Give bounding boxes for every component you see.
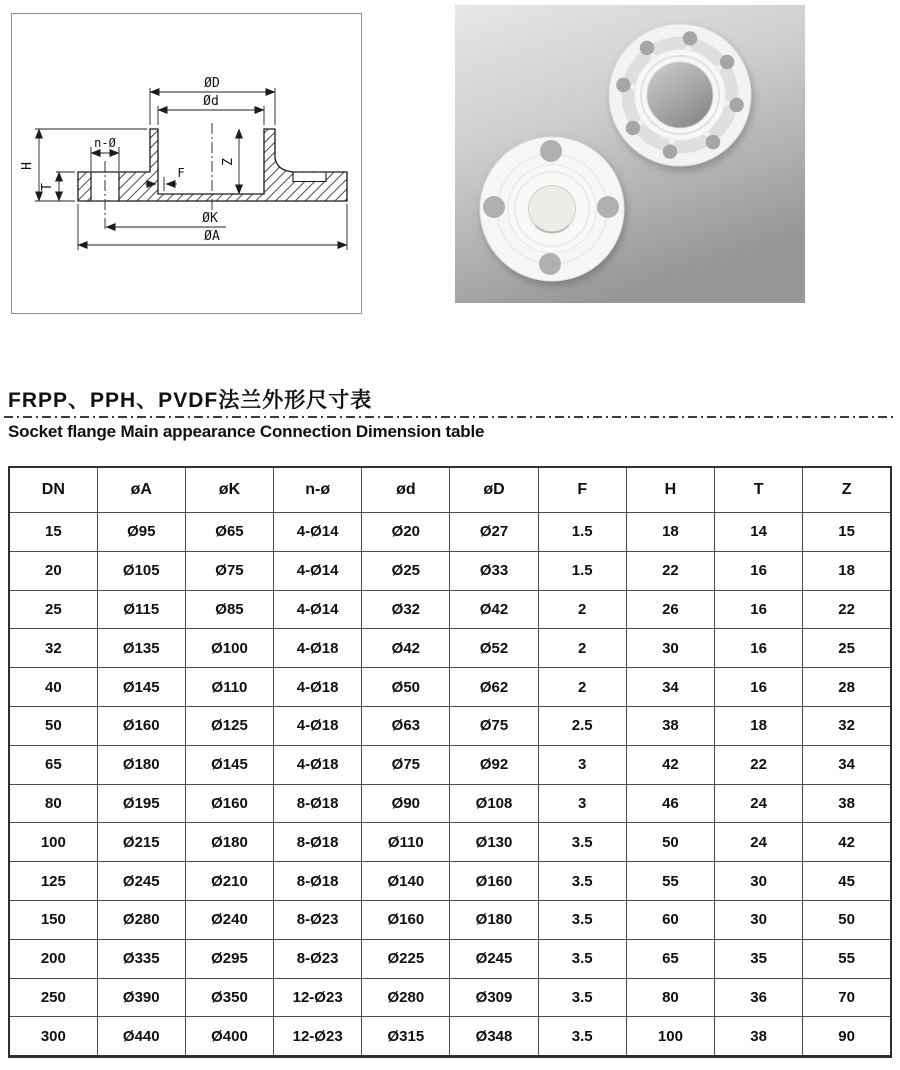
table-cell: Ø215 [97, 823, 185, 862]
table-cell: Ø350 [185, 978, 273, 1017]
table-cell: 2.5 [538, 706, 626, 745]
table-cell: 22 [626, 551, 714, 590]
table-row [9, 823, 891, 862]
table-cell: 40 [9, 668, 97, 707]
table-cell: Ø65 [185, 513, 273, 552]
table-cell: Ø145 [185, 745, 273, 784]
table-cell: 65 [9, 745, 97, 784]
table-cell: 24 [715, 823, 803, 862]
column-header-0: DN [9, 467, 97, 513]
table-cell: 16 [715, 668, 803, 707]
table-cell: 28 [803, 668, 891, 707]
table-cell: Ø315 [362, 1017, 450, 1057]
table-cell: Ø348 [450, 1017, 538, 1057]
table-cell: Ø160 [97, 706, 185, 745]
table-cell: 3.5 [538, 1017, 626, 1057]
table-cell: 4-Ø18 [274, 706, 362, 745]
column-header-1: øA [97, 467, 185, 513]
table-cell: Ø180 [450, 900, 538, 939]
table-cell: 14 [715, 513, 803, 552]
table-cell: 22 [803, 590, 891, 629]
table-row [9, 1017, 891, 1057]
column-header-3: n-ø [274, 467, 362, 513]
table-row [9, 513, 891, 552]
dim-label-T: T [40, 183, 55, 191]
column-header-2: øK [185, 467, 273, 513]
table-cell: 25 [803, 629, 891, 668]
table-cell: Ø25 [362, 551, 450, 590]
table-cell: 34 [626, 668, 714, 707]
table-cell: Ø195 [97, 784, 185, 823]
table-cell: Ø309 [450, 978, 538, 1017]
table-cell: Ø42 [362, 629, 450, 668]
table-cell: 46 [626, 784, 714, 823]
dim-label-n-holes: n-Ø [94, 136, 116, 150]
table-cell: 22 [715, 745, 803, 784]
table-cell: Ø32 [362, 590, 450, 629]
table-cell: 55 [626, 862, 714, 901]
table-row [9, 551, 891, 590]
table-cell: Ø180 [185, 823, 273, 862]
table-cell: 60 [626, 900, 714, 939]
table-cell: Ø63 [362, 706, 450, 745]
dim-label-F: F [177, 166, 185, 180]
table-cell: 20 [9, 551, 97, 590]
table-cell: Ø210 [185, 862, 273, 901]
table-cell: 4-Ø18 [274, 668, 362, 707]
table-cell: Ø280 [362, 978, 450, 1017]
table-cell: 8-Ø23 [274, 939, 362, 978]
table-cell: 3.5 [538, 939, 626, 978]
table-cell: 80 [626, 978, 714, 1017]
table-cell: 2 [538, 629, 626, 668]
table-cell: 38 [803, 784, 891, 823]
table-cell: 12-Ø23 [274, 1017, 362, 1057]
page-title-en: Socket flange Main appearance Connection Dimension table [8, 422, 485, 441]
table-cell: Ø105 [97, 551, 185, 590]
table-cell: 1.5 [538, 513, 626, 552]
dim-label-H: H [20, 162, 35, 170]
photo-flange-ring [609, 24, 751, 166]
table-cell: 45 [803, 862, 891, 901]
table-cell: 30 [715, 862, 803, 901]
table-cell: Ø335 [97, 939, 185, 978]
dim-label-OK: ØK [202, 211, 218, 226]
table-cell: 26 [626, 590, 714, 629]
table-cell: 38 [715, 1017, 803, 1057]
table-cell: 3.5 [538, 862, 626, 901]
column-header-8: T [715, 467, 803, 513]
dim-label-OA: ØA [204, 229, 220, 244]
table-body [9, 513, 891, 1057]
table-cell: 100 [9, 823, 97, 862]
column-header-9: Z [803, 467, 891, 513]
table-cell: Ø160 [185, 784, 273, 823]
table-cell: 4-Ø14 [274, 513, 362, 552]
table-cell: 12-Ø23 [274, 978, 362, 1017]
table-cell: 8-Ø18 [274, 784, 362, 823]
table-cell: Ø95 [97, 513, 185, 552]
table-cell: Ø75 [185, 551, 273, 590]
table-cell: 42 [803, 823, 891, 862]
right-plate-notch [293, 173, 326, 182]
table-cell: Ø100 [185, 629, 273, 668]
table-cell: 3 [538, 745, 626, 784]
table-cell: Ø50 [362, 668, 450, 707]
table-cell: 2 [538, 668, 626, 707]
table-row [9, 590, 891, 629]
dim-label-OD: ØD [204, 76, 220, 91]
table-cell: 4-Ø14 [274, 551, 362, 590]
table-cell: 4-Ø14 [274, 590, 362, 629]
table-cell: 16 [715, 629, 803, 668]
table-cell: 90 [803, 1017, 891, 1057]
photo-svg [455, 5, 805, 303]
table-cell: Ø33 [450, 551, 538, 590]
table-cell: Ø225 [362, 939, 450, 978]
table-cell: Ø75 [450, 706, 538, 745]
table-cell: Ø240 [185, 900, 273, 939]
table-cell: Ø125 [185, 706, 273, 745]
dim-label-Z: Z [221, 158, 236, 166]
table-cell: 100 [626, 1017, 714, 1057]
column-header-5: øD [450, 467, 538, 513]
table-cell: 36 [715, 978, 803, 1017]
table-cell: 4-Ø18 [274, 745, 362, 784]
table-row [9, 978, 891, 1017]
title-divider [4, 416, 896, 418]
table-header-row [9, 467, 891, 513]
table-cell: Ø160 [362, 900, 450, 939]
table-row [9, 900, 891, 939]
table-cell: 18 [626, 513, 714, 552]
table-cell: Ø85 [185, 590, 273, 629]
table-row [9, 668, 891, 707]
table-cell: 250 [9, 978, 97, 1017]
table-cell: 70 [803, 978, 891, 1017]
table-cell: 1.5 [538, 551, 626, 590]
flange-product-photo [455, 5, 805, 303]
table-cell: 38 [626, 706, 714, 745]
table-cell: 2 [538, 590, 626, 629]
table-cell: 32 [9, 629, 97, 668]
table-cell: Ø75 [362, 745, 450, 784]
table-cell: 34 [803, 745, 891, 784]
table-cell: Ø42 [450, 590, 538, 629]
table-cell: 16 [715, 551, 803, 590]
table-cell: Ø130 [450, 823, 538, 862]
table-cell: Ø110 [362, 823, 450, 862]
table-cell: Ø62 [450, 668, 538, 707]
table-cell: Ø90 [362, 784, 450, 823]
table-header [9, 467, 891, 513]
table-cell: Ø135 [97, 629, 185, 668]
table-cell: 3.5 [538, 978, 626, 1017]
table-cell: 30 [626, 629, 714, 668]
table-cell: 3.5 [538, 823, 626, 862]
table-cell: Ø390 [97, 978, 185, 1017]
table-cell: 65 [626, 939, 714, 978]
column-header-7: H [626, 467, 714, 513]
column-header-6: F [538, 467, 626, 513]
table-cell: 24 [715, 784, 803, 823]
table-cell: 42 [626, 745, 714, 784]
table-cell: 50 [626, 823, 714, 862]
dim-label-Od: Ød [203, 94, 219, 109]
table-cell: Ø280 [97, 900, 185, 939]
table-row [9, 745, 891, 784]
table-cell: Ø108 [450, 784, 538, 823]
table-cell: Ø92 [450, 745, 538, 784]
table-cell: Ø180 [97, 745, 185, 784]
table-cell: 18 [803, 551, 891, 590]
photo-flange-flat [480, 137, 624, 281]
table-row [9, 706, 891, 745]
table-cell: Ø27 [450, 513, 538, 552]
table-cell: Ø52 [450, 629, 538, 668]
table-cell: 8-Ø18 [274, 862, 362, 901]
table-cell: 3.5 [538, 900, 626, 939]
table-cell: 50 [9, 706, 97, 745]
table-row [9, 784, 891, 823]
table-cell: 15 [803, 513, 891, 552]
table-cell: Ø245 [450, 939, 538, 978]
table-cell: Ø145 [97, 668, 185, 707]
table-cell: 8-Ø23 [274, 900, 362, 939]
table-cell: 8-Ø18 [274, 823, 362, 862]
table-row [9, 629, 891, 668]
table-cell: Ø20 [362, 513, 450, 552]
table-cell: Ø160 [450, 862, 538, 901]
table-cell: Ø400 [185, 1017, 273, 1057]
table-cell: 32 [803, 706, 891, 745]
table-cell: Ø115 [97, 590, 185, 629]
table-cell: 15 [9, 513, 97, 552]
table-cell: Ø110 [185, 668, 273, 707]
table-cell: Ø440 [97, 1017, 185, 1057]
table-cell: 150 [9, 900, 97, 939]
flange-cross-section-drawing [11, 13, 362, 314]
table-row [9, 939, 891, 978]
table-cell: Ø295 [185, 939, 273, 978]
table-cell: Ø245 [97, 862, 185, 901]
table-cell: 50 [803, 900, 891, 939]
table-cell: 125 [9, 862, 97, 901]
table-cell: 3 [538, 784, 626, 823]
table-cell: 25 [9, 590, 97, 629]
table-cell: 80 [9, 784, 97, 823]
table-cell: 16 [715, 590, 803, 629]
table-cell: 200 [9, 939, 97, 978]
table-cell: 300 [9, 1017, 97, 1057]
table-cell: 35 [715, 939, 803, 978]
table-cell: 4-Ø18 [274, 629, 362, 668]
dimension-table [8, 466, 892, 1058]
table-cell: 30 [715, 900, 803, 939]
table-row [9, 862, 891, 901]
table-cell: Ø140 [362, 862, 450, 901]
column-header-4: ød [362, 467, 450, 513]
page-title-zh: FRPP、PPH、PVDF法兰外形尺寸表 [8, 389, 373, 412]
table-cell: 55 [803, 939, 891, 978]
cross-section-svg [12, 14, 361, 313]
table-cell: 18 [715, 706, 803, 745]
